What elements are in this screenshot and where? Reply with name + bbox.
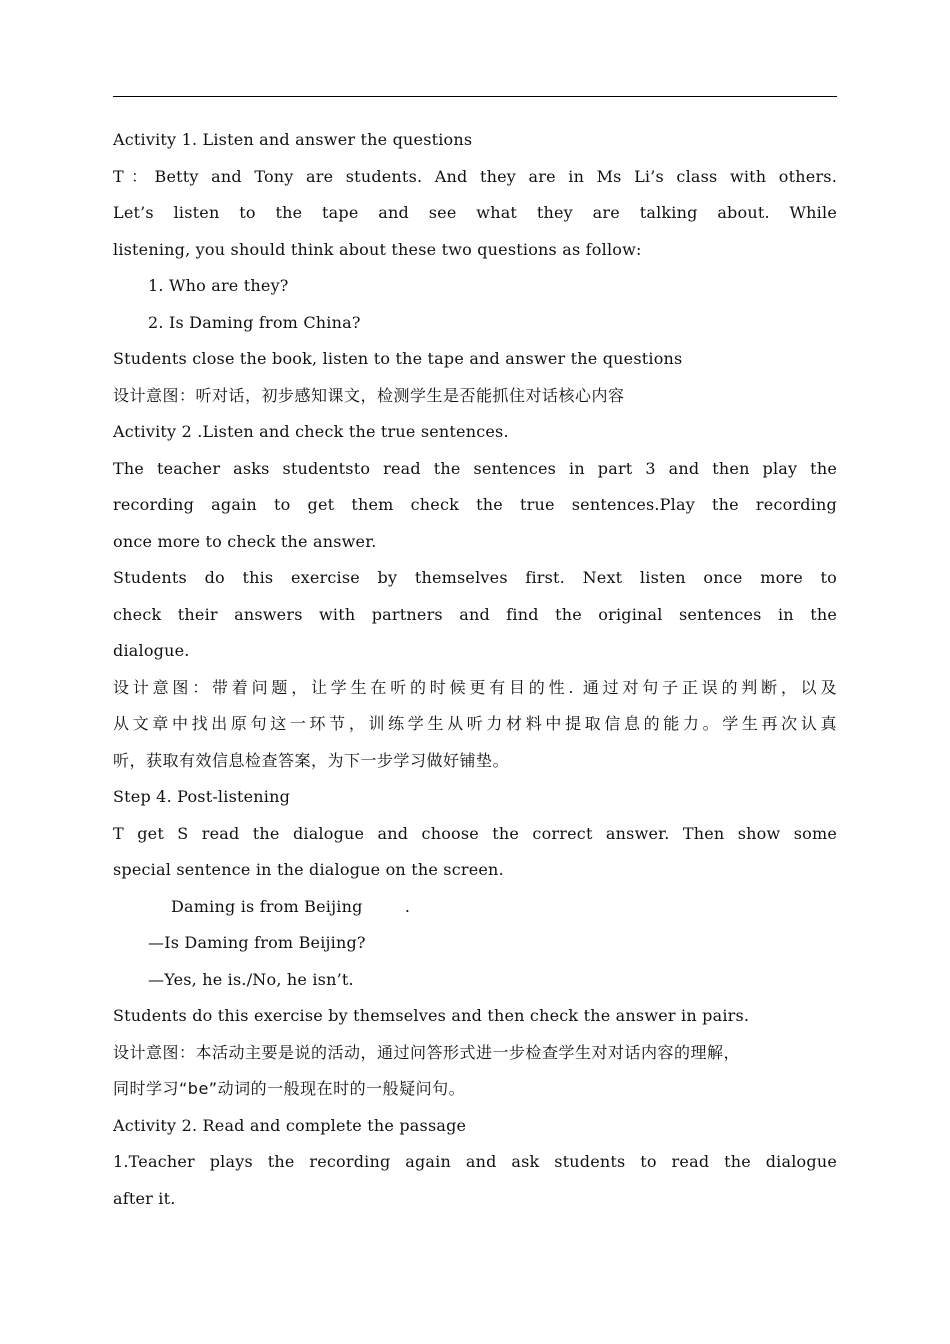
paragraph-line: listening, you should think about these two questions as follow: [113, 239, 642, 259]
example-answer: —Yes, he is./No, he isn’t. [148, 969, 354, 989]
paragraph-line: T：Betty and Tony are students. And they are in Ms Li’s class with others. [113, 166, 837, 186]
question-item: 2. Is Daming from China? [148, 312, 361, 332]
question-item: 1. Who are they? [148, 276, 289, 295]
design-intent-line: 设计意图：本活动主要是说的活动，通过问答形式进一步检查学生对对话内容的理解， [113, 1042, 741, 1062]
design-intent-line: 听，获取有效信息检查答案，为下一步学习做好铺垫。 [113, 750, 510, 770]
paragraph-line: check their answers with partners and find the original sentences in the [113, 604, 837, 624]
example-question: —Is Daming from Beijing? [148, 933, 366, 952]
design-intent-line: 同时学习“be”动词的一般现在时的一般疑问句。 [113, 1079, 466, 1098]
paragraph-line: once more to check the answer. [113, 531, 377, 551]
paragraph-line: Students do this exercise by themselves first. Next listen once more to [113, 568, 837, 587]
paragraph-line: Students do this exercise by themselves and then check the answer in pairs. [113, 1006, 750, 1025]
activity-1-heading: Activity 1. Listen and answer the questions [113, 130, 473, 149]
design-intent-line: 设计意图：听对话，初步感知课文，检测学生是否能抓住对话核心内容 [113, 385, 625, 405]
paragraph-line: The teacher asks studentsto read the sentences in part 3 and then play the [113, 458, 837, 478]
paragraph-line: Let’s listen to the tape and see what they are talking about. While [113, 203, 837, 222]
paragraph-line: after it. [113, 1188, 176, 1208]
paragraph-line: special sentence in the dialogue on the screen. [113, 860, 504, 879]
design-intent-line: 从文章中找出原句这一环节，训练学生从听力材料中提取信息的能力。学生再次认真 [113, 714, 837, 733]
design-intent-line: 设计意图：带着问题，让学生在听的时候更有目的性. 通过对句子正误的判断，以及 [113, 677, 837, 697]
example-sentence: Daming is from Beijing . [171, 896, 411, 916]
header-rule [113, 96, 837, 97]
activity-2-heading: Activity 2 .Listen and check the true sentences. [113, 422, 509, 441]
paragraph-line: dialogue. [113, 641, 190, 660]
activity-2-read-heading: Activity 2. Read and complete the passage [113, 1115, 467, 1135]
step-4-heading: Step 4. Post-listening [113, 787, 291, 806]
paragraph-line: Students close the book, listen to the tape and answer the questions [113, 349, 683, 368]
document-body [113, 122, 837, 1217]
paragraph-line: T get S read the dialogue and choose the correct answer. Then show some [113, 823, 837, 843]
paragraph-line: 1.Teacher plays the recording again and ask students to read the dialogue [113, 1152, 837, 1171]
paragraph-line: recording again to get them check the true sentences.Play the recording [113, 495, 837, 514]
